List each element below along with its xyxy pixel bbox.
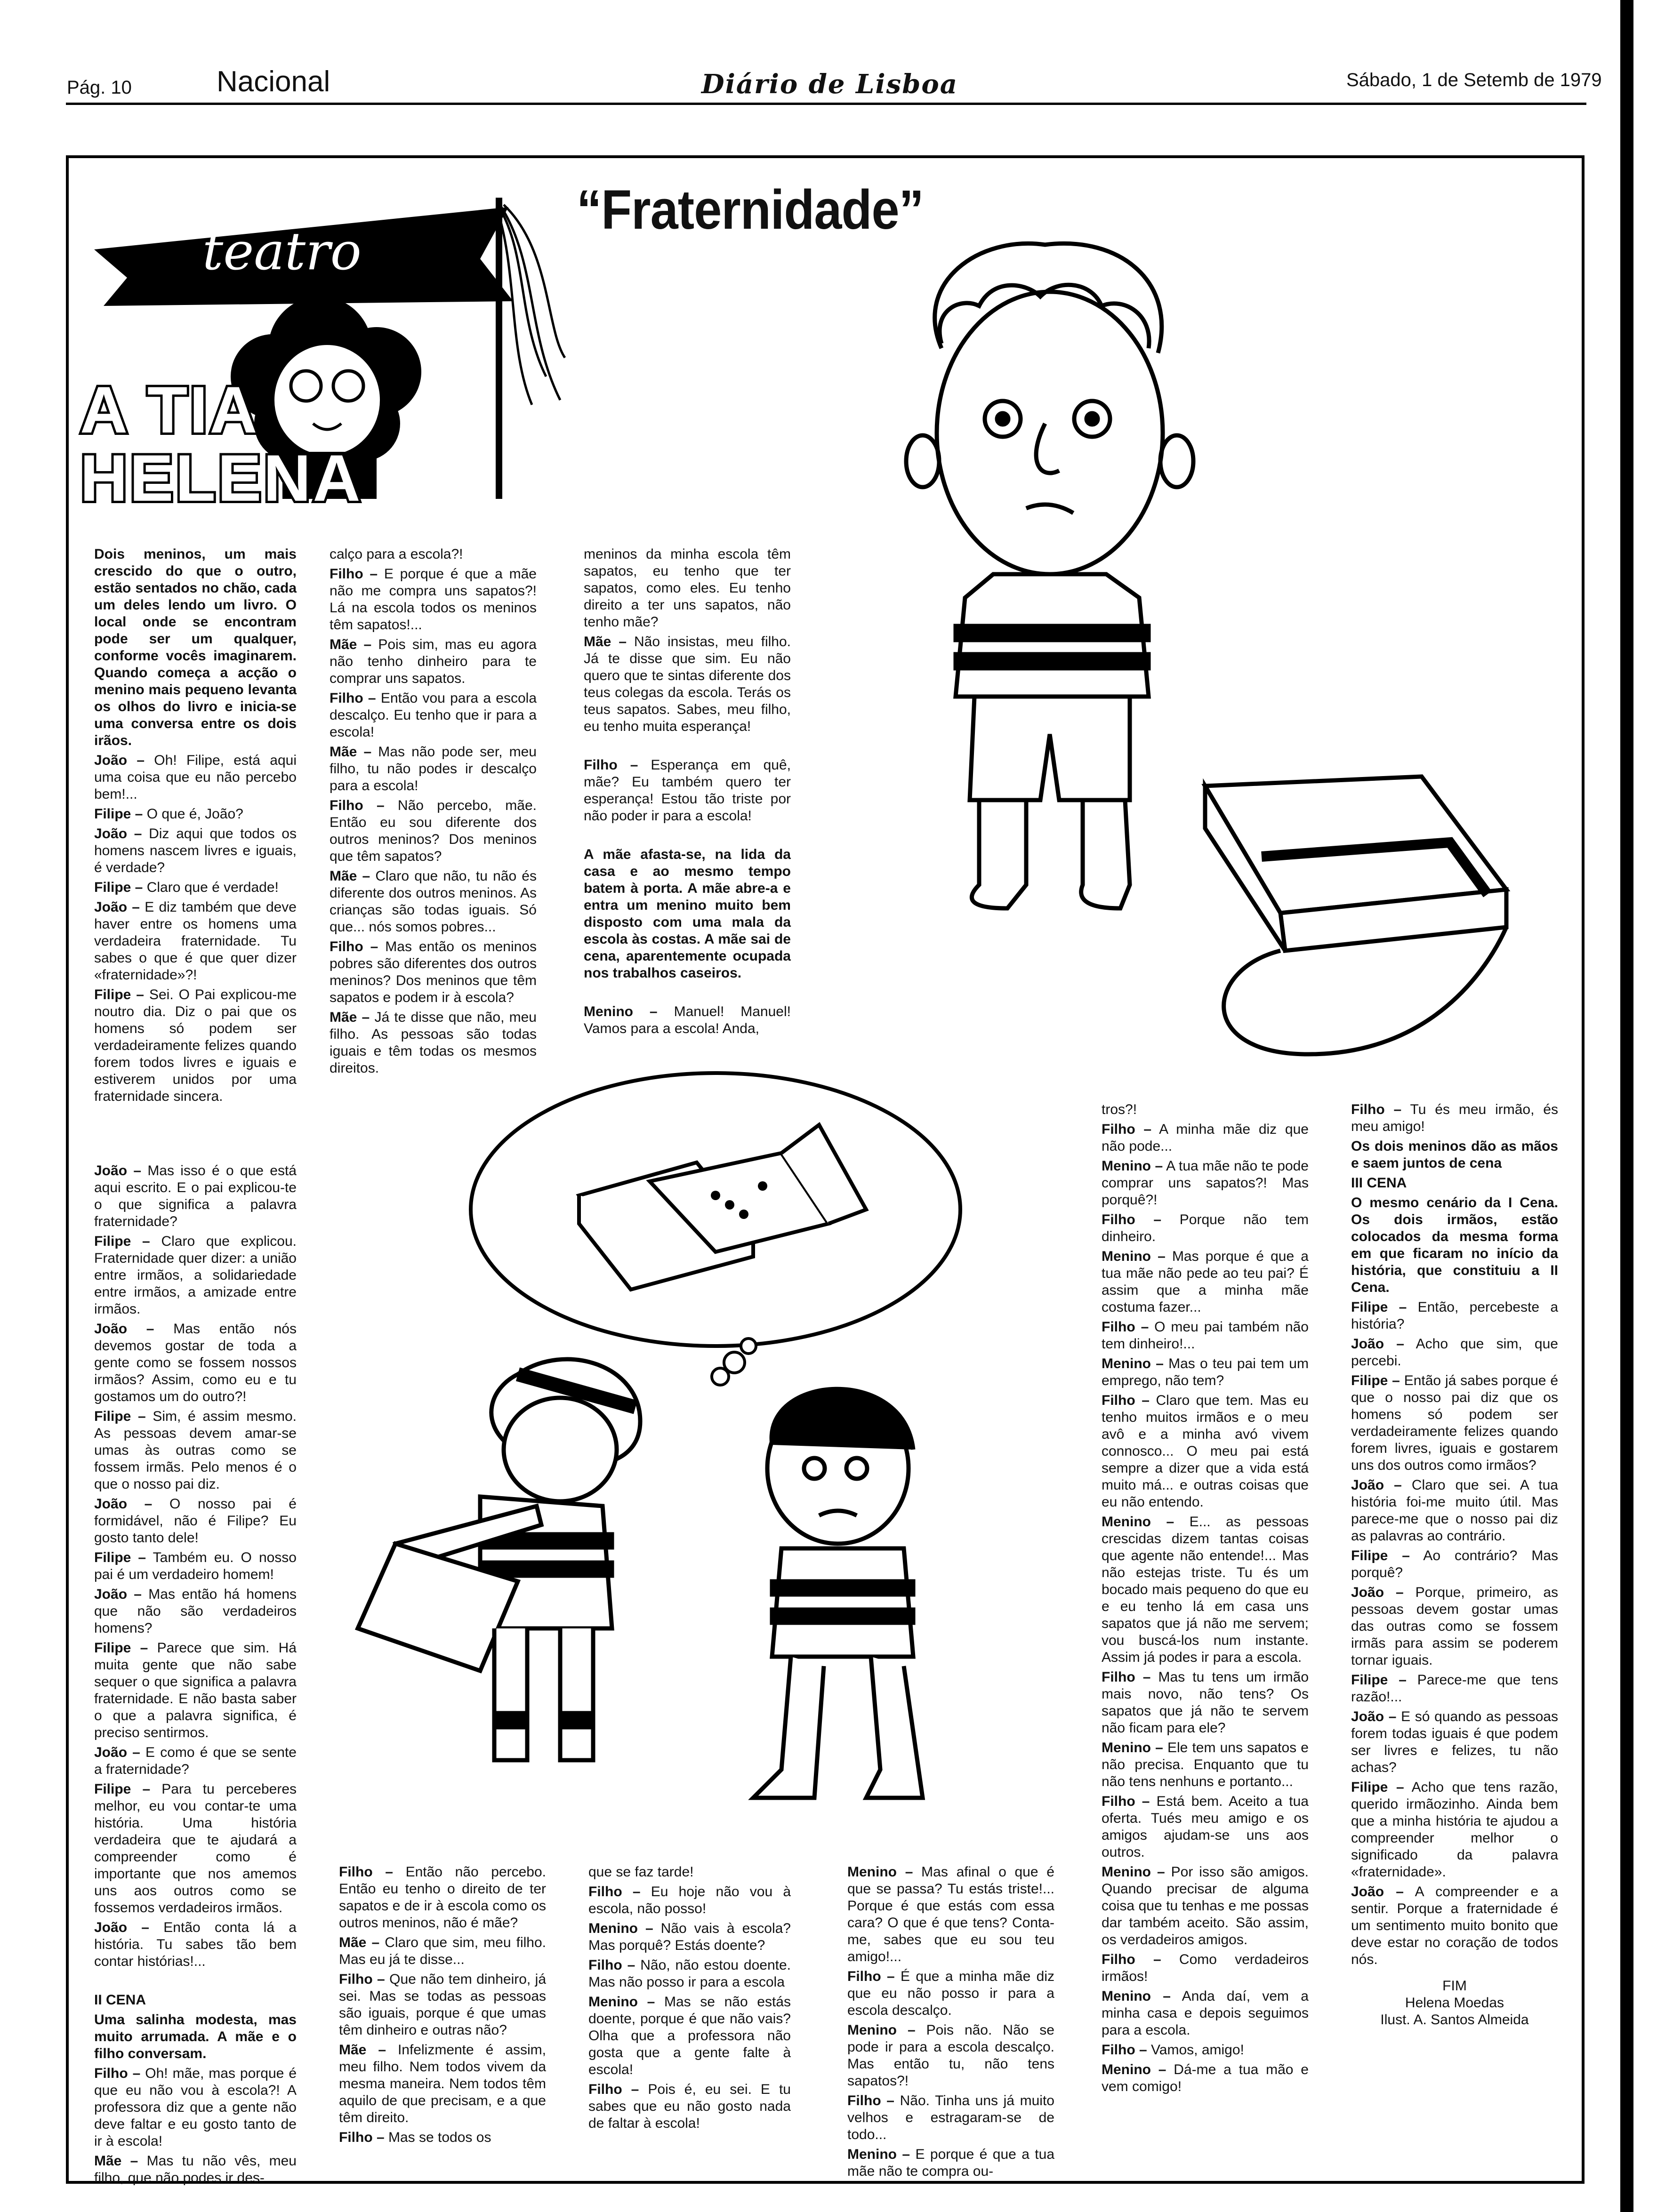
author-credit: Helena Moedas (1405, 1995, 1504, 2011)
paragraph: João – Mas então nós devemos gostar de toda a gente como se fossem nossos irmãos? Assim, como eu e tu gostamos um do outro?! (94, 1321, 297, 1404)
text-column-3 (584, 546, 791, 1040)
paragraph: Menino – Mas o teu pai tem um emprego, não tem? (1102, 1356, 1309, 1388)
paragraph: João – A compreender e a sentir. Porque a fraternidade é um sentimento muito bonito que deve estar no coração de todos nós. (1351, 1884, 1558, 1967)
paragraph: Menino – Dá-me a tua mão e vem comigo! (1102, 2062, 1309, 2094)
paragraph: Filho – O meu pai também não tem dinheiro!... (1102, 1319, 1309, 1352)
paragraph: Filho – Que não tem dinheiro, já sei. Mas se todas as pessoas são iguais, porque é que umas têm dinheiro e outras não? (339, 1972, 546, 2038)
paragraph: Filho – E porque é que a mãe não me compra uns sapatos?! Lá na escola todos os meninos têm sapatos!... (330, 566, 537, 633)
paragraph: Mãe – Infelizmente é assim, meu filho. Nem todos vivem da mesma maneira. Nem todos têm aquilo de que precisam, e a que têm direito. (339, 2042, 546, 2125)
paragraph: João – Então conta lá a história. Tu sabes tão bem contar histórias!... (94, 1920, 297, 1969)
paragraph: tros?! (1102, 1102, 1137, 1117)
paragraph: Filipe – Ao contrário? Mas porquê? (1351, 1548, 1559, 1580)
paragraph: Filho – Não, não estou doente. Mas não posso ir para a escola (588, 1957, 791, 1990)
paragraph: Mãe – Claro que não, tu não és diferente dos outros meninos. As crianças são todas iguais. Só que... nós somos pobres... (330, 868, 537, 935)
paragraph: Mãe – Já te disse que não, meu filho. As pessoas são todas iguais e têm todas os mesmos direitos. (330, 1010, 537, 1076)
paragraph: Filho – Então não percebo. Então eu tenho o direito de ter sapatos e de ir à escola como os outros meninos, não é mãe? (339, 1864, 546, 1931)
two-boys-illustration (339, 1346, 1064, 1840)
paragraph: Filho – Esperança em quê, mãe? Eu também quero ter esperança! Estou tão triste por não poder ir para a escola! (584, 757, 791, 824)
paragraph: Filipe – Parece que sim. Há muita gente que não sabe sequer o que significa a palavra fraternidade. E não basta saber o que a palavra significa, é preciso sentirmos. (94, 1640, 297, 1740)
text-column-1b (94, 1162, 297, 2189)
paragraph: Menino – E porque é que a tua mãe não te compra ou- (847, 2147, 1054, 2179)
text-column-2 (330, 546, 537, 1080)
paragraph: Menino – Ele tem uns sapatos e não precisa. Enquanto que tu não tens nenhuns e portanto... (1102, 1740, 1309, 1789)
paragraph: Filipe – O que é, João? (94, 806, 243, 822)
text-column-3b (588, 1864, 791, 2135)
text-column-4 (1102, 1101, 1309, 2098)
paragraph: Filho – Pois é, eu sei. E tu sabes que eu não gosto nada de faltar à escola! (588, 2082, 791, 2131)
paragraph: Menino – Por isso são amigos. Quando precisar de alguma coisa que tu tenhas e me possas dar também aceito. São assim, os verdadeiros amigos. (1102, 1864, 1309, 1948)
paragraph: Menino – E... as pessoas crescidas dizem tantas coisas que agente não entende!... Mas não estejas triste. Tu és um bocado mais pequeno do que eu e eu tenho lá em casa uns sapatos que já não me servem; vou buscá-los num instante. Assim já podes ir para a escola. (1102, 1514, 1309, 1665)
paragraph: Mãe – Mas não pode ser, meu filho, tu não podes ir descalço para a escola! (330, 744, 537, 793)
paragraph: Mãe – Mas tu não vês, meu filho, que não podes ir des- (94, 2153, 297, 2186)
paragraph: João – Mas isso é o que está aqui escrito. E o pai explicou-te o que significa a palavra fraternidade? (94, 1163, 297, 1229)
paragraph: Filho – Mas se todos os (339, 2130, 491, 2145)
paragraph: Filho – Mas então os meninos pobres são diferentes dos outros meninos? Dos meninos que têm sapatos e podem ir à escola? (330, 939, 537, 1005)
paragraph: Filipe – Claro que é verdade! (94, 880, 279, 895)
paragraph: Filipe – Sim, é assim mesmo. As pessoas devem amar-se umas às outras como se fossem irmãs. Pelo menos é o que o nosso pai diz. (94, 1409, 297, 1492)
text-column-2b (339, 1864, 546, 2149)
stage-direction: O mesmo cenário da I Cena. Os dois irmãos, estão colocados da mesma forma em que ficaram no início da história, que constituiu a II Cena. (1351, 1195, 1558, 1295)
stage-direction: A mãe afasta-se, na lida da casa e ao mesmo tempo batem à porta. A mãe abre-a e entra um menino muito bem disposto com uma mala da escola às costas. A mãe sai de cena, aparentemente ocupada nos trabalhos caseiros. (584, 847, 791, 981)
logo-line-helena: HELENA (80, 441, 362, 515)
paragraph: Menino – Manuel! Manuel! Vamos para a escola! Anda, (584, 1004, 791, 1036)
paragraph: Filho – Não. Tinha uns já muito velhos e estragaram-se de todo... (847, 2093, 1054, 2142)
paragraph: João – E só quando as pessoas forem todas iguais é que podem ser livres e felizes, tu não achas? (1351, 1709, 1558, 1775)
paragraph: Mãe – Claro que sim, meu filho. Mas eu já te disse... (339, 1935, 546, 1967)
paragraph: João – Diz aqui que todos os homens nascem livres e iguais, é verdade? (94, 826, 297, 875)
scene-heading: II CENA (94, 1992, 146, 2008)
paragraph: Filho – Como verdadeiros irmãos! (1102, 1952, 1309, 1984)
paragraph: João – Porque, primeiro, as pessoas devem gostar umas das outras como se fossem irmãs para assim se poderem tornar iguais. (1351, 1585, 1558, 1668)
paragraph: Filho – Porque não tem dinheiro. (1102, 1212, 1309, 1244)
section-name: Nacional (217, 65, 330, 98)
paragraph: Filho – Está bem. Aceito a tua oferta. Tués meu amigo e os amigos ajudam-se uns aos outros. (1102, 1794, 1309, 1860)
paragraph: João – E diz também que deve haver entre os homens uma verdadeira fraternidade. Tu sabes o que é que quer dizer «fraternidade»?! (94, 899, 297, 983)
paragraph: João – E como é que se sente a fraternidade? (94, 1745, 297, 1777)
paragraph: Filho – A minha mãe diz que não pode... (1102, 1122, 1309, 1154)
text-column-3c (847, 1864, 1054, 2183)
paragraph: Filho – Claro que tem. Mas eu tenho muitos irmãos e o meu avô e a minha avó vivem connosco... O meu pai está sempre a dizer que a vida está muito má... e outras coisas que eu não entendo. (1102, 1393, 1309, 1510)
end-mark: FIM (1442, 1978, 1467, 1994)
paragraph: João – Acho que sim, que percebi. (1351, 1336, 1558, 1369)
shoes-thought-bubble (461, 1068, 970, 1360)
paragraph: Menino – Pois não. Não se pode ir para a escola descalço. Mas então tu, não tens sapatos?! (847, 2022, 1054, 2089)
issue-date: Sábado, 1 de Setemb de 1979 (1346, 70, 1602, 90)
paragraph: João – Claro que sei. A tua história foi-me muito útil. Mas parece-me que o nosso pai diz as palavras ao contrário. (1351, 1477, 1558, 1544)
paragraph: que se faz tarde! (588, 1864, 694, 1880)
paragraph: Filipe – Então, percebeste a história? (1351, 1299, 1559, 1332)
paragraph: Filho – Mas tu tens um irmão mais novo, não tens? Os sapatos que já não te servem não ficam para ele? (1102, 1669, 1309, 1736)
scene-heading: III CENA (1351, 1175, 1407, 1191)
illustrator-credit: Ilust. A. Santos Almeida (1380, 2012, 1529, 2028)
stage-direction: Os dois meninos dão as mãos e saem juntos de cena (1351, 1138, 1558, 1171)
paragraph: Filho – Eu hoje não vou à escola, não posso! (588, 1884, 791, 1916)
paragraph: Menino – Não vais à escola? Mas porquê? Estás doente? (588, 1921, 791, 1953)
school-bag-illustration (1186, 772, 1525, 1064)
paragraph: João – Oh! Filipe, está aqui uma coisa que eu não percebo bem!... (94, 753, 297, 802)
paragraph: Filipe – Acho que tens razão, querido irmãozinho. Ainda bem que a minha história te ajudou a compreender melhor o significado da palavra «fraternidade». (1351, 1779, 1559, 1880)
paragraph: Mãe – Não insistas, meu filho. Já te disse que sim. Eu não quero que te sintas diferente dos teus colegas da escola. Terás os teus sapatos. Sabes, meu filho, eu tenho muita esperança! (584, 634, 791, 734)
paragraph: Filipe – Para tu perceberes melhor, eu vou contar-te uma história. Uma história verdadeira que te ajudará a compreender como é importante que nos amemos uns aos outros como se fossemos verdadeiros irmãos. (94, 1781, 297, 1915)
newspaper-masthead: Diário de Lisboa (701, 69, 958, 100)
page-number: Pág. 10 (67, 77, 132, 98)
paragraph: Mãe – Pois sim, mas eu agora não tenho dinheiro para te comprar uns sapatos. (330, 637, 537, 686)
paragraph: Filipe – Também eu. O nosso pai é um verdadeiro homem! (94, 1550, 297, 1582)
paragraph: Filho – Não percebo, mãe. Então eu sou diferente dos outros meninos? Dos meninos que têm sapatos? (330, 798, 537, 864)
barefoot-boy-illustration (885, 226, 1233, 922)
logo-line-a-tia: A TIA (80, 373, 259, 447)
paragraph: Filho – Tu és meu irmão, és meu amigo! (1351, 1102, 1558, 1134)
paragraph: Dois meninos, um mais crescido do que o outro, estão sentados no chão, cada um deles lendo um livro. O local onde se encontram pode ser um qualquer, conforme vocês imaginarem. Quando começa a acção o menino mais pequeno levanta os olhos do livro e inicia-se uma conversa entre os dois irãos. (94, 546, 297, 748)
paragraph: Filipe – Claro que explicou. Fraternidade quer dizer: a união entre irmãos, a solidariedade entre irmãos, a amizade entre irmãos. (94, 1234, 297, 1317)
scan-edge (1620, 0, 1633, 2212)
stage-direction: Uma salinha modesta, mas muito arrumada. A mãe e o filho conversam. (94, 2012, 297, 2061)
paragraph: Menino – Mas porque é que a tua mãe não pede ao teu pai? É assim que a minha mãe costuma fazer... (1102, 1249, 1309, 1315)
paragraph: Filipe – Então já sabes porque é que o nosso pai diz que os homens só podem ser verdadeiramente felizes quando forem livres, iguais e gostarem uns dos outros como irmãos? (1351, 1373, 1559, 1473)
header-rule (66, 103, 1586, 105)
paragraph: Filipe – Parece-me que tens razão!... (1351, 1672, 1559, 1705)
article-title: “Fraternidade” (577, 179, 924, 241)
paragraph: Menino – Anda daí, vem a minha casa e depois seguimos para a escola. (1102, 1988, 1309, 2038)
paragraph: Menino – Mas se não estás doente, porque é que não vais? Olha que a professora não gosta que a gente falte à escola! (588, 1994, 791, 2077)
paragraph: Filho – Oh! mãe, mas porque é que eu não vou à escola?! A professora diz que a gente não deve faltar e eu gosto tanto de ir à escola! (94, 2066, 297, 2149)
paragraph: Filho – É que a minha mãe diz que eu não posso ir para a escola descalço. (847, 1969, 1054, 2018)
text-column-5 (1351, 1101, 1558, 2028)
paragraph: Filho – Então vou para a escola descalço. Eu tenho que ir para a escola! (330, 690, 537, 740)
paragraph: calço para a escola?! (330, 546, 463, 562)
paragraph: Menino – A tua mãe não te pode comprar uns sapatos?! Mas porquê?! (1102, 1158, 1309, 1208)
logo-teatro-text: teatro (202, 221, 362, 281)
paragraph: João – O nosso pai é formidável, não é Filipe? Eu gosto tanto dele! (94, 1496, 297, 1546)
paragraph: meninos da minha escola têm sapatos, eu tenho que ter sapatos, como eles. Eu tenho direito a ter uns sapatos, não tenho mãe? (584, 546, 791, 630)
paragraph: João – Mas então há homens que não são verdadeiros homens? (94, 1587, 297, 1636)
paragraph: Filipe – Sei. O Pai explicou-me noutro dia. Diz o pai que os homens só podem ser verdadeiramente felizes quando forem todos livres e iguais e estiverem unidos por uma fraternidade sincera. (94, 987, 297, 1104)
paragraph: Filho – Vamos, amigo! (1102, 2042, 1244, 2058)
text-column-1 (94, 546, 297, 1108)
paragraph: Menino – Mas afinal o que é que se passa? Tu estás triste!... Porque é que estás com essa cara? O que é que tens? Conta-me, sabes que eu sou teu amigo!... (847, 1864, 1054, 1964)
